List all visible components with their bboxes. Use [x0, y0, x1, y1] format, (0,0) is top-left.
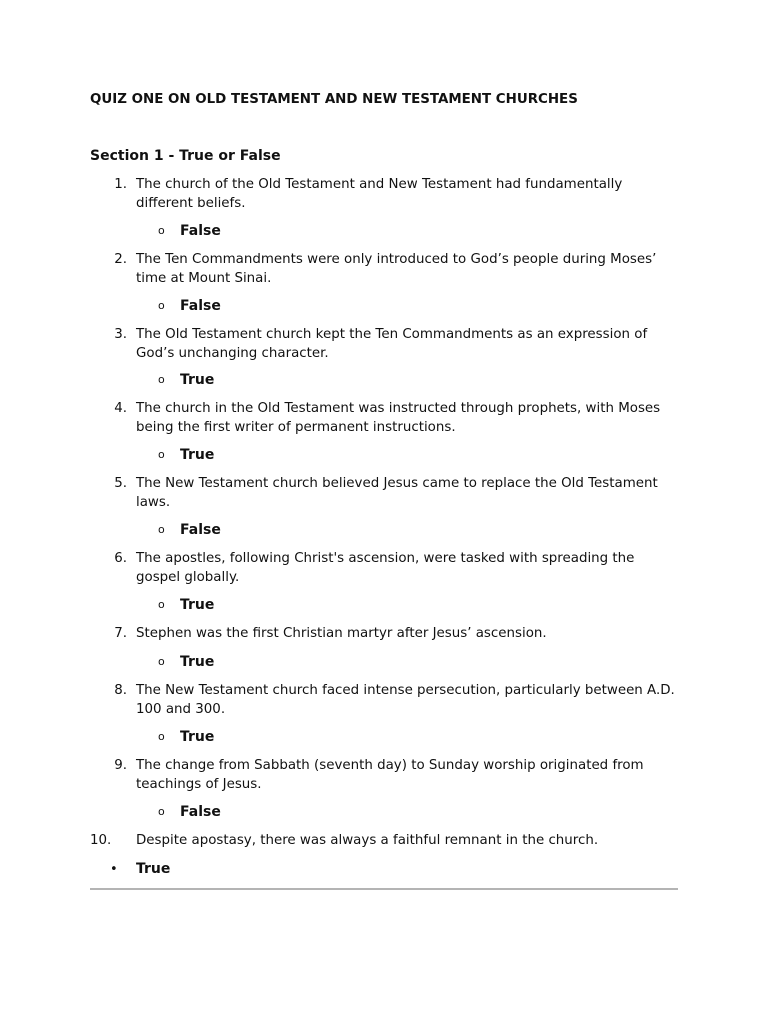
answer-value: False [180, 522, 221, 538]
answer-value: True [180, 447, 215, 463]
answer-3 [158, 370, 214, 390]
question-number: 8. [114, 683, 127, 698]
question-number: 3. [114, 327, 127, 342]
hollow-bullet-icon: o [158, 598, 165, 611]
hollow-bullet-icon: o [158, 299, 165, 312]
hollow-bullet-icon: o [158, 224, 165, 237]
document-title: QUIZ ONE ON OLD TESTAMENT AND NEW TESTAMENT CHURCHES [90, 92, 578, 107]
question-text: The church in the Old Testament was instructed through prophets, with Moses being the first writer of permanent instructions. [136, 401, 661, 435]
question-number: 2. [114, 252, 127, 267]
answer-value: True [180, 729, 215, 745]
answer-value: False [180, 804, 221, 820]
question-number: 1. [114, 177, 127, 192]
hollow-bullet-icon: o [158, 523, 165, 536]
hollow-bullet-icon: o [158, 655, 165, 668]
answer-value: False [180, 223, 221, 239]
section-title: Section 1 - True or False [90, 148, 281, 164]
answer-4 [158, 445, 214, 465]
answer-value: True [180, 597, 215, 613]
bullet-dot-icon: • [110, 862, 118, 877]
answer-7 [158, 652, 214, 672]
answer-1 [158, 221, 221, 241]
question-text: Despite apostasy, there was always a faithful remnant in the church. [136, 833, 599, 848]
question-text: The apostles, following Christ's ascension, were tasked with spreading the gospel globally. [136, 551, 635, 585]
answer-value: True [180, 654, 215, 670]
question-text: The New Testament church believed Jesus came to replace the Old Testament laws. [136, 476, 658, 510]
question-text: Stephen was the first Christian martyr after Jesus’ ascension. [136, 626, 547, 641]
answer-value: True [136, 861, 171, 877]
document-page [90, 0, 680, 1024]
question-number: 7. [114, 626, 127, 641]
question-text: The New Testament church faced intense persecution, particularly between A.D. 100 and 300. [136, 683, 675, 717]
answer-6 [158, 595, 214, 615]
answer-8 [158, 727, 214, 747]
hollow-bullet-icon: o [158, 730, 165, 743]
question-number: 4. [114, 401, 127, 416]
answer-value: False [180, 298, 221, 314]
question-number: 9. [114, 758, 127, 773]
question-text: The change from Sabbath (seventh day) to Sunday worship originated from teachings of Jesus. [136, 758, 644, 792]
hollow-bullet-icon: o [158, 373, 165, 386]
question-text: The church of the Old Testament and New Testament had fundamentally different beliefs. [136, 177, 623, 211]
horizontal-rule [90, 888, 678, 890]
question-number: 5. [114, 476, 127, 491]
answer-value: True [180, 372, 215, 388]
hollow-bullet-icon: o [158, 805, 165, 818]
question-number: 6. [114, 551, 127, 566]
answer-9 [158, 802, 221, 822]
answer-5 [158, 520, 221, 540]
answer-2 [158, 296, 221, 316]
question-number: 10. [90, 833, 112, 848]
hollow-bullet-icon: o [158, 448, 165, 461]
question-text: The Old Testament church kept the Ten Commandments as an expression of God’s unchanging character. [136, 327, 648, 361]
answer-10 [110, 859, 170, 879]
question-text: The Ten Commandments were only introduced to God’s people during Moses’ time at Mount Sinai. [136, 252, 657, 286]
